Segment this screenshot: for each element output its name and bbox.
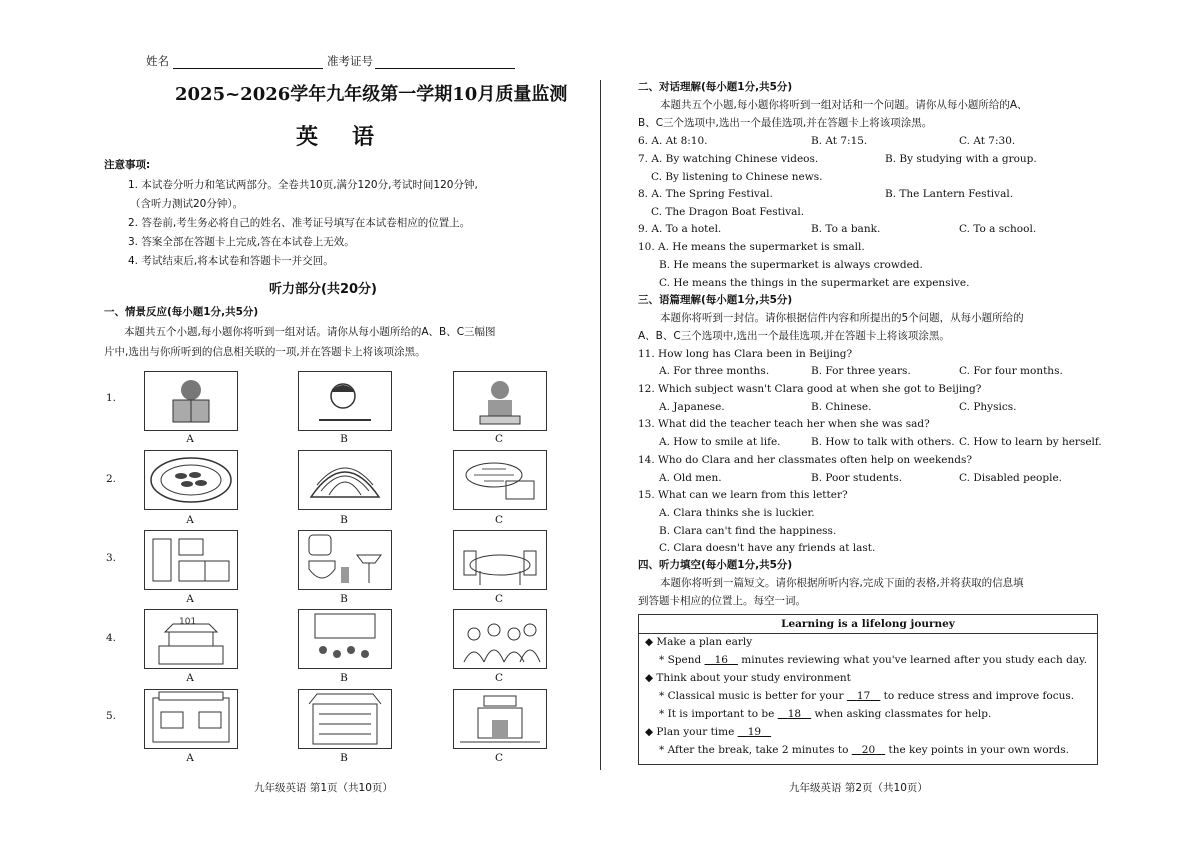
section3-title: 三、语篇理解(每小题1分,共5分) bbox=[638, 294, 793, 306]
table-row: * It is important to be 18 when asking classmates for help. bbox=[659, 708, 992, 720]
option: 10. A. He means the supermarket is small. bbox=[638, 241, 865, 253]
blank-16[interactable]: 16 bbox=[714, 654, 728, 666]
question: 12. Which subject wasn't Clara good at when she got to Beijing? bbox=[638, 383, 982, 395]
zongzi-icon bbox=[298, 450, 392, 510]
option-letter: C bbox=[494, 514, 504, 526]
boy-reading-icon bbox=[144, 371, 238, 431]
option: B. Clara can't find the happiness. bbox=[659, 525, 837, 537]
option: 8. A. The Spring Festival. bbox=[638, 188, 773, 200]
question-number: 4. bbox=[106, 632, 117, 644]
cinema-icon bbox=[453, 689, 547, 749]
question: 13. What did the teacher teach her when she was sad? bbox=[638, 418, 930, 430]
option-letter: A bbox=[186, 593, 194, 605]
option-letter: A bbox=[186, 514, 194, 526]
section2-desc: B、C三个选项中,选出一个最佳选项,并在答题卡上将该项涂黑。 bbox=[638, 117, 933, 129]
table-heading: Learning is a lifelong journey bbox=[639, 615, 1098, 634]
section1-desc: 本题共五个小题,每小题你将听到一组对话。请你从每小题所给的A、B、C三幅图 bbox=[124, 326, 496, 338]
name-label: 姓名 准考证号 bbox=[146, 53, 515, 69]
question-number: 1. bbox=[106, 392, 117, 404]
question: 15. What can we learn from this letter? bbox=[638, 489, 848, 501]
option-letter: A bbox=[186, 433, 194, 445]
option: 9. A. To a hotel. bbox=[638, 223, 722, 235]
option: B. By studying with a group. bbox=[885, 153, 1037, 165]
option: B. He means the supermarket is always crowded. bbox=[659, 259, 923, 271]
option: C. He means the things in the supermarket are expensive. bbox=[659, 277, 970, 289]
section1-title: 一、情景反应(每小题1分,共5分) bbox=[104, 306, 259, 318]
section2-title: 二、对话理解(每小题1分,共5分) bbox=[638, 81, 793, 93]
option: C. By listening to Chinese news. bbox=[651, 171, 823, 183]
section4-title: 四、听力填空(每小题1分,共5分) bbox=[638, 559, 793, 571]
table-row: * Spend 16 minutes reviewing what you've learned after you study each day. bbox=[659, 654, 1087, 666]
option: C. At 7:30. bbox=[959, 135, 1016, 147]
option: B. For three years. bbox=[811, 365, 911, 377]
dining-table-icon bbox=[453, 530, 547, 590]
option-letter: A bbox=[186, 752, 194, 764]
blank-18[interactable]: 18 bbox=[787, 708, 802, 720]
option: B. To a bank. bbox=[811, 223, 881, 235]
crowd-icon bbox=[453, 609, 547, 669]
fill-in-table bbox=[638, 614, 1098, 765]
option: C. To a school. bbox=[959, 223, 1037, 235]
question: 11. How long has Clara been in Beijing? bbox=[638, 348, 853, 360]
footer-right: 九年级英语 第2页（共10页） bbox=[789, 782, 928, 794]
option-letter: C bbox=[494, 672, 504, 684]
table-row: ◆ Think about your study environment bbox=[645, 672, 851, 684]
option-letter: C bbox=[494, 752, 504, 764]
bathroom-icon bbox=[298, 530, 392, 590]
coffee-shop-icon bbox=[144, 689, 238, 749]
svg-text:101: 101 bbox=[179, 617, 197, 627]
option-letter: B bbox=[340, 433, 348, 445]
section3-desc: A、B、C三个选项中,选出一个最佳选项,并在答题卡上将该项涂黑。 bbox=[638, 330, 950, 342]
bookstore-icon bbox=[298, 689, 392, 749]
option-letter: C bbox=[494, 433, 504, 445]
section3-desc: 本题你将听到一封信。请你根据信件内容和所提出的5个问题，从每小题所给的 bbox=[660, 312, 1024, 324]
option: A. Old men. bbox=[659, 472, 722, 484]
section2-desc: 本题共五个小题,每小题你将听到一组对话和一个问题。请你从每小题所给的A、 bbox=[660, 99, 1028, 111]
question-number: 2. bbox=[106, 473, 117, 485]
option-letter: B bbox=[340, 672, 348, 684]
exam-title: 2025~2026学年九年级第一学期10月质量监测 bbox=[175, 84, 568, 105]
note-item: 4. 考试结束后,将本试卷和答题卡一并交回。 bbox=[128, 255, 334, 267]
tiananmen-icon bbox=[144, 609, 238, 669]
option: 7. A. By watching Chinese videos. bbox=[638, 153, 819, 165]
option: C. Disabled people. bbox=[959, 472, 1063, 484]
note-item: （含听力测试20分钟）。 bbox=[130, 198, 244, 210]
option: C. For four months. bbox=[959, 365, 1063, 377]
section1-desc: 片中,选出与你所听到的信息相关联的一项,并在答题卡上将该项涂黑。 bbox=[104, 346, 426, 358]
option: C. Clara doesn't have any friends at last. bbox=[659, 542, 876, 554]
table-row: * Classical music is better for your 17 to reduce stress and improve focus. bbox=[659, 690, 1075, 702]
notes-heading: 注意事项: bbox=[104, 159, 151, 171]
note-item: 1. 本试卷分听力和笔试两部分。全卷共10页,满分120分,考试时间120分钟, bbox=[128, 179, 478, 191]
option: B. Poor students. bbox=[811, 472, 903, 484]
option: C. Physics. bbox=[959, 401, 1017, 413]
table-row: ◆ Make a plan early bbox=[645, 636, 753, 648]
option: B. The Lantern Festival. bbox=[885, 188, 1014, 200]
option: B. How to talk with others. bbox=[811, 436, 955, 448]
note-item: 3. 答案全部在答题卡上完成,答在本试卷上无效。 bbox=[128, 236, 355, 248]
table-row: * After the break, take 2 minutes to 20 the key points in your own words. bbox=[659, 744, 1069, 756]
boy-writing-icon bbox=[453, 371, 547, 431]
option: A. Japanese. bbox=[659, 401, 725, 413]
option: A. For three months. bbox=[659, 365, 770, 377]
classroom-board-icon bbox=[298, 609, 392, 669]
question-number: 3. bbox=[106, 552, 117, 564]
option: C. How to learn by herself. bbox=[959, 436, 1102, 448]
question: 14. Who do Clara and her classmates often help on weekends? bbox=[638, 454, 973, 466]
girl-thinking-icon bbox=[298, 371, 392, 431]
option: B. At 7:15. bbox=[811, 135, 868, 147]
question-number: 5. bbox=[106, 710, 117, 722]
option-letter: B bbox=[340, 514, 348, 526]
option-letter: B bbox=[340, 752, 348, 764]
option: B. Chinese. bbox=[811, 401, 872, 413]
option: C. The Dragon Boat Festival. bbox=[651, 206, 805, 218]
kitchen-icon bbox=[144, 530, 238, 590]
mooncakes-icon bbox=[453, 450, 547, 510]
footer-left: 九年级英语 第1页（共10页） bbox=[254, 782, 393, 794]
option-letter: A bbox=[186, 672, 194, 684]
note-item: 2. 答卷前,考生务必将自己的姓名、准考证号填写在本试卷相应的位置上。 bbox=[128, 217, 471, 229]
option: A. How to smile at life. bbox=[659, 436, 781, 448]
option-letter: C bbox=[494, 593, 504, 605]
listening-title: 听力部分(共20分) bbox=[269, 282, 377, 297]
blank-20[interactable]: 20 bbox=[861, 744, 876, 756]
blank-19[interactable]: 19 bbox=[747, 726, 762, 738]
table-row: ◆ Plan your time 19 bbox=[645, 726, 762, 738]
option: 6. A. At 8:10. bbox=[638, 135, 708, 147]
dumplings-plate-icon bbox=[144, 450, 238, 510]
section4-desc: 本题你将听到一篇短文。请你根据所听内容,完成下面的表格,并将获取的信息填 bbox=[660, 577, 1024, 589]
section4-desc: 到答题卡相应的位置上。每空一词。 bbox=[638, 595, 806, 607]
page-divider bbox=[600, 80, 601, 770]
option-letter: B bbox=[340, 593, 348, 605]
subject-title: 英 语 bbox=[296, 125, 381, 150]
option: A. Clara thinks she is luckier. bbox=[659, 507, 815, 519]
blank-17[interactable]: 17 bbox=[856, 690, 871, 702]
